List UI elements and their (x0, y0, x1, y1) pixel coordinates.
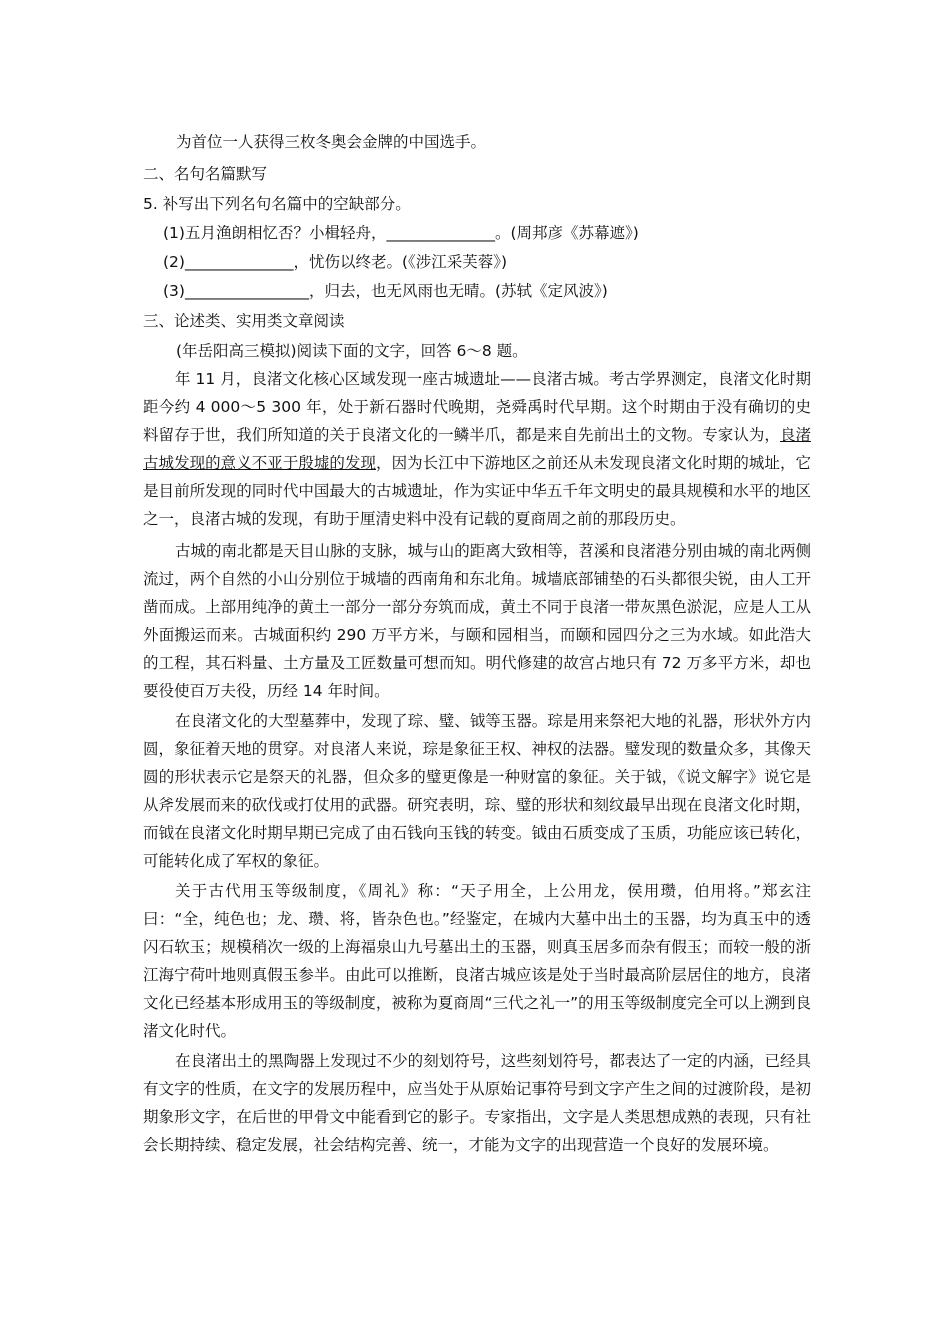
question-prompt: 5. 补写出下列名句名篇中的空缺部分。 (143, 195, 411, 213)
fill-blank-item: (2)______________，忧伤以终老。(《涉江采芙蓉》) (163, 253, 508, 271)
text-line: 为首位一人获得三枚冬奥会金牌的中国选手。 (176, 133, 487, 151)
passage-body (143, 365, 811, 1159)
paragraph: 在良渚文化的大型墓葬中，发现了琮、璧、钺等玉器。琮是用来祭祀大地的礼器，形状外方内圆，象征着天地的贯穿。对良渚人来说，琮是象征王权、神权的法器。璧发现的数量众多，其像天圆的形状表示它是祭天的礼器，但众多的璧更像是一种财富的象征。关于钺，《说文解字》说它是从斧发展而来的砍伐或打仗用的武器。研究表明，琮、璧的形状和刻纹最早出现在良渚文化时期，而钺在良渚文化时期早期已完成了由石钱向玉钱的转变。钺由石质变成了玉质，功能应该已转化，可能转化成了军权的象征。 (143, 712, 811, 870)
underlined-sentence: 良渚古城发现的意义不亚于殷墟的发现 (143, 426, 811, 472)
reading-instruction: (年岳阳高三模拟)阅读下面的文字，回答 6～8 题。 (176, 342, 528, 360)
fill-blank-item: (3)________________，归去，也无风雨也无晴。(苏轼《定风波》) (163, 282, 608, 300)
section-heading: 二、名句名篇默写 (143, 165, 268, 183)
paragraph: 关于古代用玉等级制度，《周礼》称：“天子用全，上公用龙，侯用瓒，伯用将。”郑玄注曰：“全，纯色也；龙、瓒、将，皆杂色也。”经鉴定，在城内大墓中出土的玉器，均为真玉中的透闪石软玉；规模稍次一级的上海福泉山九号墓出土的玉器，则真玉居多而杂有假玉；而较一般的浙江海宁荷叶地则真假玉参半。由此可以推断，良渚古城应该是处于当时最高阶层居住的地方，良渚文化已经基本形成用玉的等级制度，被称为夏商周“三代之礼一”的用玉等级制度完全可以上溯到良渚文化时代。 (143, 882, 811, 1040)
paragraph: 年 11 月，良渚文化核心区域发现一座古城遗址——良渚古城。考古学界测定，良渚文化时期距今约 4 000～5 300 年，处于新石器时代晚期，尧舜禹时代早期。这个时期由于没有确切的史料留存于世，我们所知道的关于良渚文化的一鳞半爪，都是来自先前出土的文物。专家认为，良渚古城发现的意义不亚于殷墟的发现，因为长江中下游地区之前还从未发现良渚文化时期的城址，它是目前所发现的同时代中国最大的古城遗址，作为实证中华五千年文明史的最具规模和水平的地区之一，良渚古城的发现，有助于厘清史料中没有记载的夏商周之前的那段历史。 (143, 370, 811, 528)
paragraph: 在良渚出土的黑陶器上发现过不少的刻划符号，这些刻划符号，都表达了一定的内涵，已经具有文字的性质，在文字的发展历程中，应当处于从原始记事符号到文字产生之间的过渡阶段，是初期象形文字，在后世的甲骨文中能看到它的影子。专家指出，文字是人类思想成熟的表现，只有社会长期持续、稳定发展，社会结构完善、统一，才能为文字的出现营造一个良好的发展环境。 (143, 1052, 811, 1154)
fill-blank-item: (1)五月渔朗相忆否？小楫轻舟，______________。(周邦彦《苏幕遮》) (163, 224, 639, 242)
paragraph: 古城的南北都是天目山脉的支脉，城与山的距离大致相等，苕溪和良渚港分别由城的南北两侧流过，两个自然的小山分别位于城墙的西南角和东北角。城墙底部铺垫的石头都很尖锐，由人工开凿而成。上部用纯净的黄土一部分一部分夯筑而成，黄土不同于良渚一带灰黑色淤泥，应是人工从外面搬运而来。古城面积约 290 万平方米，与颐和园相当，而颐和园四分之三为水域。如此浩大的工程，其石料量、土方量及工匠数量可想而知。明代修建的故宫占地只有 72 万多平方米，却也要役使百万夫役，历经 14 年时间。 (143, 542, 811, 700)
section-heading: 三、论述类、实用类文章阅读 (143, 312, 345, 330)
